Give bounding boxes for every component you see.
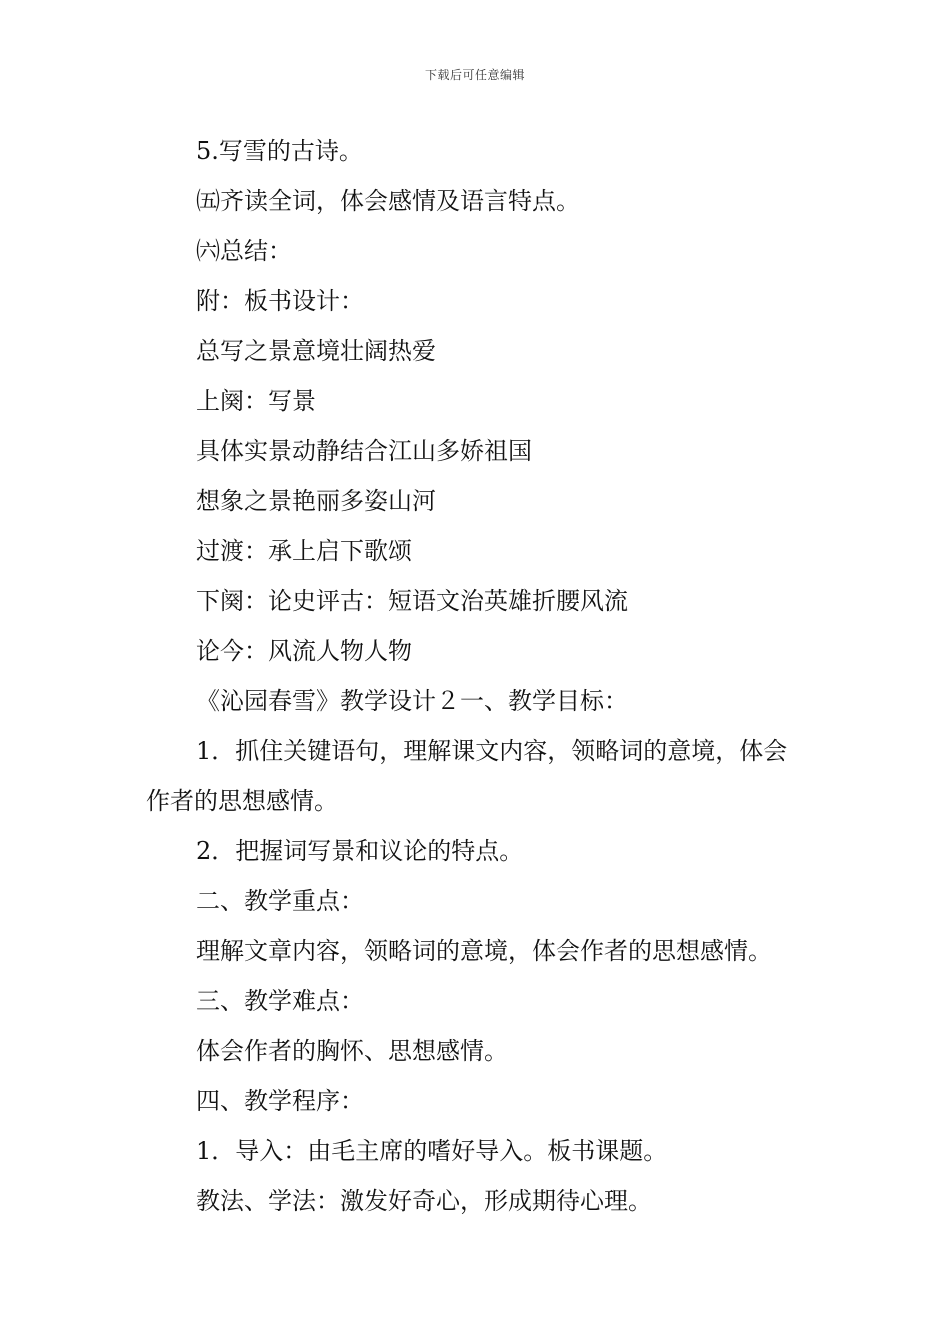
paragraph-read-together: ㈤齐读全词，体会感情及语言特点。	[196, 187, 580, 215]
paragraph-board-design: 附：板书设计：	[196, 287, 364, 315]
paragraph-board-imagined-scene: 想象之景艳丽多姿山河	[196, 487, 436, 515]
paragraph-board-lower: 下阕：论史评古：短语文治英雄折腰风流	[196, 587, 628, 615]
section-heading-procedure: 四、教学程序：	[196, 1087, 364, 1115]
paragraph-teaching-methods: 教法、学法：激发好奇心，形成期待心理。	[196, 1187, 652, 1215]
paragraph-board-transition: 过渡：承上启下歌颂	[196, 537, 412, 565]
paragraph-snow-poems: 5.写雪的古诗。	[196, 137, 363, 165]
paragraph-board-real-scene: 具体实景动静结合江山多娇祖国	[196, 437, 532, 465]
section-heading-difficulties: 三、教学难点：	[196, 987, 364, 1015]
paragraph-procedure-intro: 1．导入：由毛主席的嗜好导入。板书课题。	[196, 1137, 668, 1165]
paragraph-board-present: 论今：风流人物人物	[196, 637, 412, 665]
paragraph-board-overall: 总写之景意境壮阔热爱	[196, 337, 436, 365]
paragraph-objective-2: 2．把握词写景和议论的特点。	[196, 837, 524, 865]
page-header-note: 下载后可任意编辑	[424, 68, 525, 82]
section-heading-design-2: 《沁园春雪》教学设计２一、教学目标：	[196, 687, 628, 715]
document-body	[146, 126, 808, 1226]
paragraph-summary: ㈥总结：	[196, 237, 292, 265]
paragraph-difficulties: 体会作者的胸怀、思想感情。	[196, 1037, 508, 1065]
paragraph-key-points: 理解文章内容，领略词的意境，体会作者的思想感情。	[196, 937, 772, 965]
paragraph-board-upper: 上阕：写景	[196, 387, 316, 415]
paragraph-objective-1: 1．抓住关键语句，理解课文内容，领略词的意境，体会作者的思想感情。	[146, 737, 788, 815]
section-heading-key-points: 二、教学重点：	[196, 887, 364, 915]
